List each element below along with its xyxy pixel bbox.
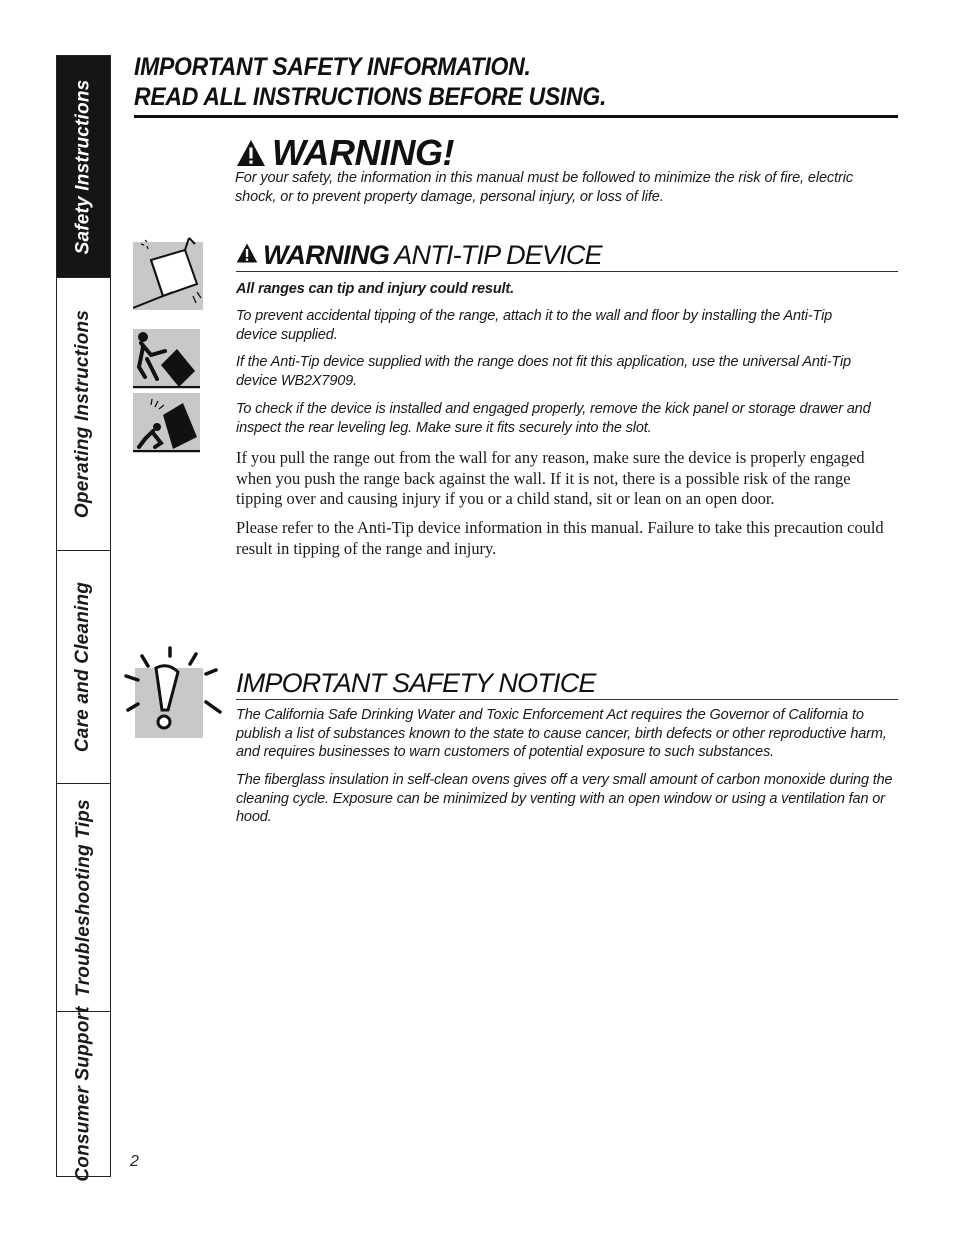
page-number: 2 (130, 1153, 139, 1170)
exclamation-alert-icon (122, 646, 222, 742)
anti-tip-p3-end: . (353, 372, 357, 389)
anti-tip-heading-light: ANTI-TIP DEVICE (394, 240, 602, 270)
child-on-door-illustration (133, 393, 200, 453)
tab-troubleshooting-tips[interactable] (57, 784, 110, 1012)
warning-intro: For your safety, the information in this manual must be followed to minimize the risk of fire, electric shock, or to prevent property damage, personal injury, or loss of life. (235, 170, 854, 205)
tab-label: Troubleshooting Tips (72, 798, 94, 997)
tab-label: Safety Instructions (72, 79, 94, 254)
anti-tip-heading-bold: WARNING (263, 240, 390, 270)
tab-consumer-support[interactable] (57, 1006, 110, 1182)
anti-tip-p2: To prevent accidental tipping of the range, attach it to the wall and floor by installing the Anti-Tip device supplied. (236, 308, 833, 343)
warning-triangle-icon (236, 139, 266, 167)
tab-label: Consumer Support (72, 1006, 94, 1182)
warning-heading: WARNING! (272, 132, 454, 173)
page-header (134, 52, 898, 118)
side-tabs (56, 55, 111, 1182)
notice-heading (236, 663, 898, 700)
tab-safety-instructions[interactable] (57, 56, 110, 278)
anti-tip-part-number: WB2X7909 (280, 372, 354, 389)
range-tipping-illustration (133, 236, 203, 310)
anti-tip-p3-text: If the Anti-Tip device supplied with the range does not fit this application, use the universal Anti-Tip device (236, 354, 851, 389)
notice-heading-text: IMPORTANT SAFETY NOTICE (236, 668, 596, 698)
tab-label: Care and Cleaning (72, 581, 94, 753)
header-line-2: READ ALL INSTRUCTIONS BEFORE USING. (134, 83, 607, 111)
anti-tip-p1: All ranges can tip and injury could result. (236, 281, 514, 297)
tab-operating-instructions[interactable] (57, 278, 110, 551)
warning-triangle-icon (236, 242, 258, 264)
anti-tip-p3 (236, 353, 892, 390)
anti-tip-heading (236, 236, 898, 272)
header-line-1: IMPORTANT SAFETY INFORMATION. (134, 53, 531, 81)
anti-tip-p6: Please refer to the Anti-Tip device information in this manual. Failure to take this precaution could result in tipping of the range and injury. (236, 518, 884, 558)
notice-p2: The fiberglass insulation in self-clean ovens gives off a very small amount of carbon monoxide during the cleaning cycle. Exposure can be minimized by venting with an open window or using a ventilation fan or hood. (236, 772, 893, 825)
anti-tip-p4: To check if the device is installed and engaged properly, remove the kick panel or storage drawer and inspect the rear leveling leg. Make sure it fits securely into the slot. (236, 401, 871, 436)
notice-p1: The California Safe Drinking Water and Toxic Enforcement Act requires the Governor of California to publish a list of substances known to the state to cause cancer, birth defects or other reproductive harm, and requires businesses to warn customers of potential exposure to such substances. (236, 707, 887, 760)
anti-tip-p5: If you pull the range out from the wall for any reason, make sure the device is properly engaged when you push the range back against the wall. If it is not, there is a possible risk of the range tipping over and causing injury if you or a child stand, sit or lean on an open door. (236, 448, 865, 508)
warning-title (236, 133, 454, 173)
person-on-door-illustration (133, 329, 200, 389)
tab-label: Operating Instructions (72, 309, 94, 519)
tab-care-and-cleaning[interactable] (57, 551, 110, 784)
